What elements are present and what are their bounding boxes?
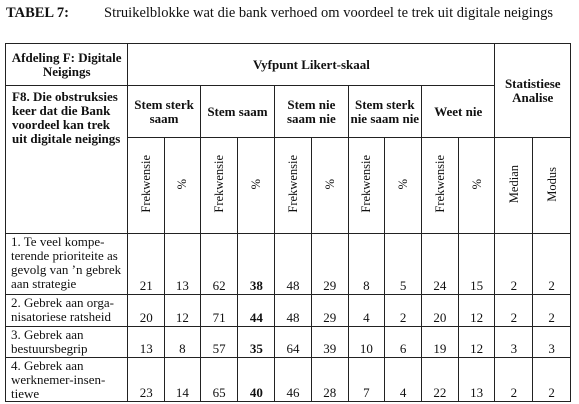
group-header: Stem sterk nie saam nie: [348, 86, 421, 138]
row-label: 3. Gebrek aan bestuursbegrip: [6, 327, 128, 358]
table-caption: [6, 5, 576, 22]
table-cell: 13: [458, 358, 495, 402]
table-number: TABEL 7:: [6, 5, 69, 21]
table-cell: 3: [495, 327, 533, 358]
table-cell: 23: [128, 358, 165, 402]
table-cell: 3: [533, 327, 571, 358]
table-cell: 57: [200, 327, 238, 358]
table-row: [6, 234, 571, 295]
table-cell: 2: [533, 358, 571, 402]
table-cell: 4: [385, 358, 422, 402]
likert-table: [5, 43, 571, 402]
question-header: F8. Die obstruksies keer dat die Bank voordeel kan trek uit digitale neigings: [6, 86, 128, 234]
group-header: Weet nie: [421, 86, 495, 138]
table-cell: 39: [311, 327, 348, 358]
table-cell: 12: [458, 295, 495, 327]
column-header: %: [165, 138, 201, 234]
section-header: Afdeling F: Digitale Neigings: [6, 44, 128, 86]
likert-scale-header: Vyfpunt Likert-skaal: [128, 44, 495, 86]
table-cell: 20: [421, 295, 458, 327]
group-header: Stem saam: [200, 86, 274, 138]
table-cell: 2: [385, 295, 422, 327]
group-header: Stem sterk saam: [128, 86, 200, 138]
table-cell: 8: [348, 234, 385, 295]
table-cell: 2: [533, 295, 571, 327]
table-cell: 7: [348, 358, 385, 402]
table-cell: 5: [385, 234, 422, 295]
table-cell: 4: [348, 295, 385, 327]
column-header: Frekwensie: [200, 138, 238, 234]
table-cell: 2: [533, 234, 571, 295]
column-header: %: [385, 138, 422, 234]
table-cell: 48: [275, 295, 312, 327]
table-cell: 46: [275, 358, 312, 402]
column-header: Modus: [533, 138, 571, 234]
table-cell: 22: [421, 358, 458, 402]
table-cell: 20: [128, 295, 165, 327]
table-cell: 21: [128, 234, 165, 295]
table-cell: 38: [238, 234, 275, 295]
table-cell: 6: [385, 327, 422, 358]
column-header: %: [311, 138, 348, 234]
column-header: Frekwensie: [128, 138, 165, 234]
row-label: 4. Gebrek aan werknemer-insen-tiewe: [6, 358, 128, 402]
table-cell: 12: [165, 295, 201, 327]
table-cell: 13: [128, 327, 165, 358]
table-cell: 24: [421, 234, 458, 295]
table-cell: 13: [165, 234, 201, 295]
table-cell: 29: [311, 234, 348, 295]
row-label: 2. Gebrek aan orga-nisatoriese ratsheid: [6, 295, 128, 327]
column-header: Frekwensie: [348, 138, 385, 234]
table-cell: 2: [495, 234, 533, 295]
table-cell: 19: [421, 327, 458, 358]
statistics-header: Statistiese Analise: [495, 44, 571, 138]
table-cell: 2: [495, 295, 533, 327]
table-cell: 29: [311, 295, 348, 327]
column-header: Frekwensie: [275, 138, 312, 234]
table-row: [6, 295, 571, 327]
table-cell: 71: [200, 295, 238, 327]
table-cell: 28: [311, 358, 348, 402]
column-header: %: [238, 138, 275, 234]
column-header: %: [458, 138, 495, 234]
table-cell: 12: [458, 327, 495, 358]
table-cell: 10: [348, 327, 385, 358]
row-label: 1. Te veel kompe-terende prioriteite as gevolg van ’n gebrek aan strategie: [6, 234, 128, 295]
table-cell: 8: [165, 327, 201, 358]
table-cell: 65: [200, 358, 238, 402]
table-row: [6, 327, 571, 358]
table-cell: 64: [275, 327, 312, 358]
table-cell: 35: [238, 327, 275, 358]
table-cell: 15: [458, 234, 495, 295]
table-title: Struikelblokke wat die bank verhoed om voordeel te trek uit digitale neigings: [104, 5, 553, 21]
table-cell: 44: [238, 295, 275, 327]
table-cell: 40: [238, 358, 275, 402]
column-header: Median: [495, 138, 533, 234]
table-row: [6, 358, 571, 402]
table-cell: 62: [200, 234, 238, 295]
table-cell: 2: [495, 358, 533, 402]
group-header: Stem nie saam nie: [275, 86, 348, 138]
table-cell: 48: [275, 234, 312, 295]
column-header: Frekwensie: [421, 138, 458, 234]
table-cell: 14: [165, 358, 201, 402]
